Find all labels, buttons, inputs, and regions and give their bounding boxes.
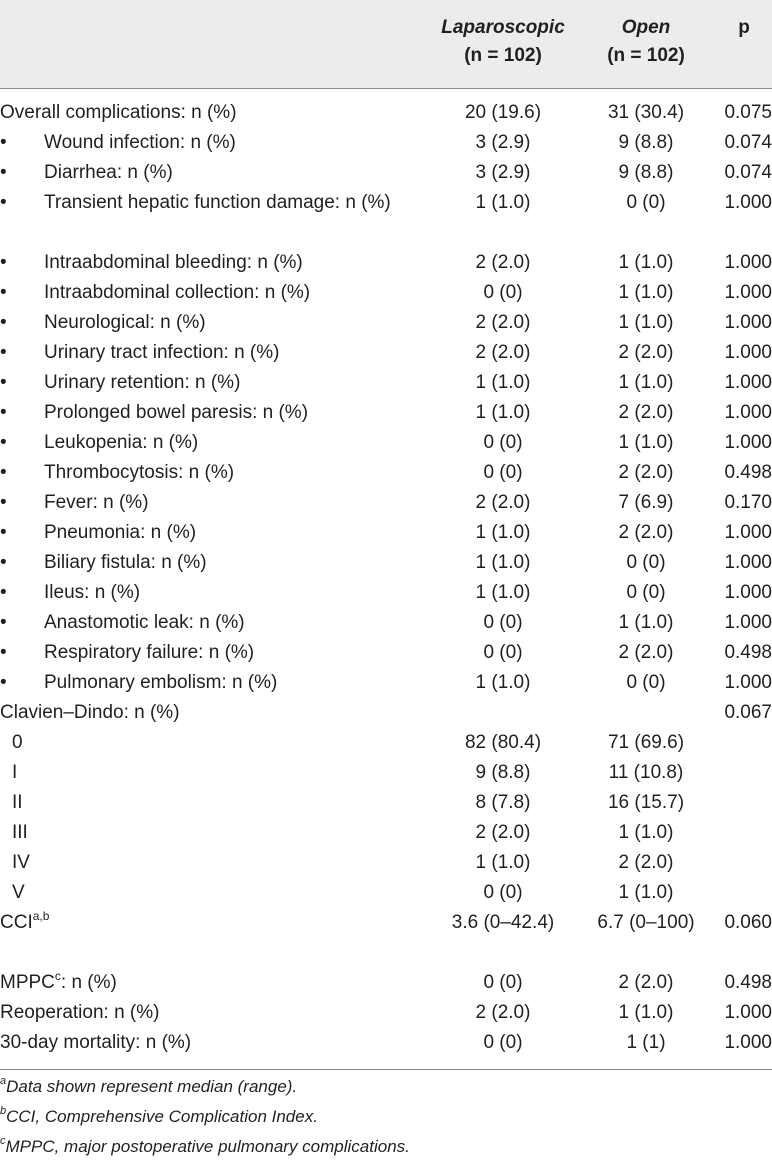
open-value: 2 (2.0) (618, 342, 674, 363)
row-label (44, 578, 414, 608)
bullet: • (0, 252, 7, 273)
open-value: 2 (2.0) (618, 642, 674, 663)
p-value: 1.000 (724, 1002, 772, 1023)
row-label-text: Wound infection: n (%) (44, 132, 236, 153)
p-value: 0.074 (724, 162, 772, 183)
laparoscopic-value: 0 (0) (483, 642, 523, 663)
row-label-text: Intraabdominal bleeding: n (%) (44, 252, 303, 273)
p-value: 0.074 (724, 132, 772, 153)
p-value: 1.000 (724, 432, 772, 453)
laparoscopic-value: 1 (1.0) (475, 372, 531, 393)
laparoscopic-value: 8 (7.8) (475, 792, 531, 813)
open-value: 9 (8.8) (618, 132, 674, 153)
row-label-text: Neurological: n (%) (44, 312, 206, 333)
footnote-mark: a (0, 1075, 7, 1088)
row-label (44, 278, 414, 308)
row-label (12, 728, 430, 758)
row-label-text: Prolonged bowel paresis: n (%) (44, 402, 309, 423)
open-value: 1 (1.0) (618, 612, 674, 633)
open-value: 0 (0) (626, 672, 666, 693)
row-label (44, 308, 414, 338)
laparoscopic-value: 2 (2.0) (475, 1002, 531, 1023)
open-value: 2 (2.0) (618, 972, 674, 993)
open-value: 1 (1.0) (618, 282, 674, 303)
row-label (0, 698, 418, 728)
row-label-text: Urinary tract infection: n (%) (44, 342, 280, 363)
row-label-text: Overall complications: n (%) (0, 102, 237, 123)
p-value: 1.000 (724, 402, 772, 423)
open-n: (n = 102) (607, 45, 685, 66)
laparoscopic-value: 2 (2.0) (475, 822, 531, 843)
row-label (44, 188, 414, 218)
row-label-text: Fever: n (%) (44, 492, 149, 513)
row-label-text: 30-day mortality: n (%) (0, 1032, 192, 1053)
bullet: • (0, 672, 7, 693)
laparoscopic-value: 2 (2.0) (475, 312, 531, 333)
bullet: • (0, 192, 7, 213)
laparoscopic-value: 0 (0) (483, 1032, 523, 1053)
p-value: 1.000 (724, 672, 772, 693)
row-label (0, 908, 418, 938)
p-value: 1.000 (724, 372, 772, 393)
row-label-text: Biliary fistula: n (%) (44, 552, 207, 573)
row-label (0, 998, 418, 1028)
row-label-suffix: : n (%) (60, 972, 117, 993)
row-label (44, 548, 414, 578)
footnote-text: Data shown represent median (range). (6, 1077, 298, 1096)
p-value: 0.498 (724, 972, 772, 993)
laparoscopic-value: 1 (1.0) (475, 522, 531, 543)
footnote-ref: c (54, 968, 61, 983)
open-title: Open (621, 17, 671, 38)
open-value: 1 (1.0) (618, 882, 674, 903)
row-label (44, 398, 414, 428)
open-value: 9 (8.8) (618, 162, 674, 183)
p-value: 0.170 (724, 492, 772, 513)
row-label-text: Urinary retention: n (%) (44, 372, 241, 393)
laparoscopic-value: 0 (0) (483, 972, 523, 993)
open-value: 1 (1.0) (618, 822, 674, 843)
row-label-text: Pulmonary embolism: n (%) (44, 672, 278, 693)
open-value: 6.7 (0–100) (597, 912, 695, 933)
bullet: • (0, 552, 7, 573)
open-value: 1 (1.0) (618, 312, 674, 333)
p-value: 0.067 (724, 702, 772, 723)
footnote (0, 1132, 772, 1162)
row-label-text: Diarrhea: n (%) (44, 162, 173, 183)
row-label (44, 368, 414, 398)
footnote (0, 1102, 772, 1132)
row-label-text: Pneumonia: n (%) (44, 522, 197, 543)
row-label-text: Thrombocytosis: n (%) (44, 462, 235, 483)
laparoscopic-n: (n = 102) (464, 45, 542, 66)
row-label (44, 338, 414, 368)
row-label (12, 788, 430, 818)
laparoscopic-value: 2 (2.0) (475, 252, 531, 273)
laparoscopic-value: 1 (1.0) (475, 852, 531, 873)
laparoscopic-value: 20 (19.6) (464, 102, 542, 123)
bullet: • (0, 492, 7, 513)
open-value: 11 (10.8) (608, 762, 684, 783)
footer-divider (0, 1069, 772, 1070)
row-label-text: Respiratory failure: n (%) (44, 642, 255, 663)
open-value: 1 (1.0) (618, 252, 674, 273)
laparoscopic-value: 0 (0) (483, 432, 523, 453)
row-label-text: II (12, 792, 23, 813)
p-value: 0.075 (724, 102, 772, 123)
bullet: • (0, 162, 7, 183)
row-label-text: Leukopenia: n (%) (44, 432, 199, 453)
bullet: • (0, 612, 7, 633)
bullet: • (0, 432, 7, 453)
row-label-text: Clavien–Dindo: n (%) (0, 702, 180, 723)
row-label-text: Reoperation: n (%) (0, 1002, 160, 1023)
row-label (12, 848, 430, 878)
row-label (12, 878, 430, 908)
row-label-text: V (12, 882, 25, 903)
column-header-laparoscopic (422, 14, 584, 70)
p-value: 1.000 (724, 552, 772, 573)
p-value: 1.000 (724, 312, 772, 333)
open-value: 2 (2.0) (618, 522, 674, 543)
laparoscopic-value: 1 (1.0) (475, 192, 531, 213)
row-label (44, 638, 414, 668)
p-value: 0.498 (724, 642, 772, 663)
footnote-mark: b (0, 1105, 7, 1118)
laparoscopic-value: 3.6 (0–42.4) (451, 912, 555, 933)
row-label (12, 818, 430, 848)
row-label (44, 158, 414, 188)
row-label (0, 1028, 418, 1058)
row-label (12, 758, 430, 788)
row-label (44, 128, 414, 158)
row-label (44, 458, 414, 488)
laparoscopic-value: 9 (8.8) (475, 762, 531, 783)
footnotes (0, 1072, 772, 1162)
row-label-text: Anastomotic leak: n (%) (44, 612, 245, 633)
row-label (44, 428, 414, 458)
row-label (0, 98, 418, 128)
open-value: 7 (6.9) (618, 492, 674, 513)
p-value: 1.000 (724, 252, 772, 273)
bullet: • (0, 582, 7, 603)
row-label (44, 668, 414, 698)
table-header (0, 0, 772, 88)
laparoscopic-value: 0 (0) (483, 282, 523, 303)
row-label (0, 968, 418, 998)
p-value: 0.060 (724, 912, 772, 933)
open-value: 0 (0) (626, 192, 666, 213)
open-value: 31 (30.4) (607, 102, 685, 123)
p-value: 1.000 (724, 192, 772, 213)
open-value: 16 (15.7) (607, 792, 685, 813)
laparoscopic-value: 82 (80.4) (464, 732, 542, 753)
open-value: 0 (0) (626, 582, 666, 603)
open-value: 1 (1.0) (618, 372, 674, 393)
open-value: 1 (1.0) (618, 1002, 674, 1023)
p-value: 1.000 (724, 612, 772, 633)
footnote-text: MPPC, major postoperative pulmonary complications. (5, 1137, 410, 1156)
open-value: 71 (69.6) (607, 732, 685, 753)
bullet: • (0, 402, 7, 423)
laparoscopic-value: 1 (1.0) (475, 582, 531, 603)
bullet: • (0, 312, 7, 333)
p-value: 0.498 (724, 462, 772, 483)
p-value: 1.000 (724, 522, 772, 543)
row-label-text: MPPC (0, 972, 55, 993)
p-value: 1.000 (724, 582, 772, 603)
laparoscopic-value: 3 (2.9) (475, 162, 531, 183)
open-value: 2 (2.0) (618, 402, 674, 423)
p-title: p (738, 17, 750, 38)
laparoscopic-value: 2 (2.0) (475, 342, 531, 363)
laparoscopic-value: 0 (0) (483, 612, 523, 633)
laparoscopic-value: 3 (2.9) (475, 132, 531, 153)
row-label-text: CCI (0, 912, 33, 933)
laparoscopic-value: 0 (0) (483, 462, 523, 483)
bullet: • (0, 342, 7, 363)
row-label-text: IV (12, 852, 30, 873)
p-value: 1.000 (724, 342, 772, 363)
footnote-text: CCI, Comprehensive Complication Index. (6, 1107, 318, 1126)
row-label (44, 608, 414, 638)
bullet: • (0, 132, 7, 153)
footnote-mark: c (0, 1135, 6, 1148)
column-header-open (588, 14, 704, 70)
header-divider (0, 88, 772, 89)
row-label-text: 0 (12, 732, 23, 753)
bullet: • (0, 372, 7, 393)
row-label-text: I (12, 762, 18, 783)
laparoscopic-value: 0 (0) (483, 882, 523, 903)
open-value: 1 (1.0) (618, 432, 674, 453)
row-label-text: III (12, 822, 28, 843)
bullet: • (0, 282, 7, 303)
bullet: • (0, 642, 7, 663)
row-label (44, 488, 414, 518)
bullet: • (0, 522, 7, 543)
row-label (44, 518, 414, 548)
footnote (0, 1072, 772, 1102)
row-label (44, 248, 414, 278)
column-header-p (716, 14, 772, 42)
p-value: 1.000 (724, 282, 772, 303)
open-value: 2 (2.0) (618, 852, 674, 873)
row-label-text: Ileus: n (%) (44, 582, 141, 603)
laparoscopic-value: 2 (2.0) (475, 492, 531, 513)
laparoscopic-value: 1 (1.0) (475, 552, 531, 573)
laparoscopic-title: Laparoscopic (441, 17, 565, 38)
row-label-text: Intraabdominal collection: n (%) (44, 282, 311, 303)
p-value: 1.000 (724, 1032, 772, 1053)
open-value: 1 (1) (626, 1032, 666, 1053)
open-value: 0 (0) (626, 552, 666, 573)
bullet: • (0, 462, 7, 483)
laparoscopic-value: 1 (1.0) (475, 672, 531, 693)
row-label-text: Transient hepatic function damage: n (%) (44, 192, 391, 213)
laparoscopic-value: 1 (1.0) (475, 402, 531, 423)
footnote-ref: a,b (32, 908, 50, 923)
open-value: 2 (2.0) (618, 462, 674, 483)
